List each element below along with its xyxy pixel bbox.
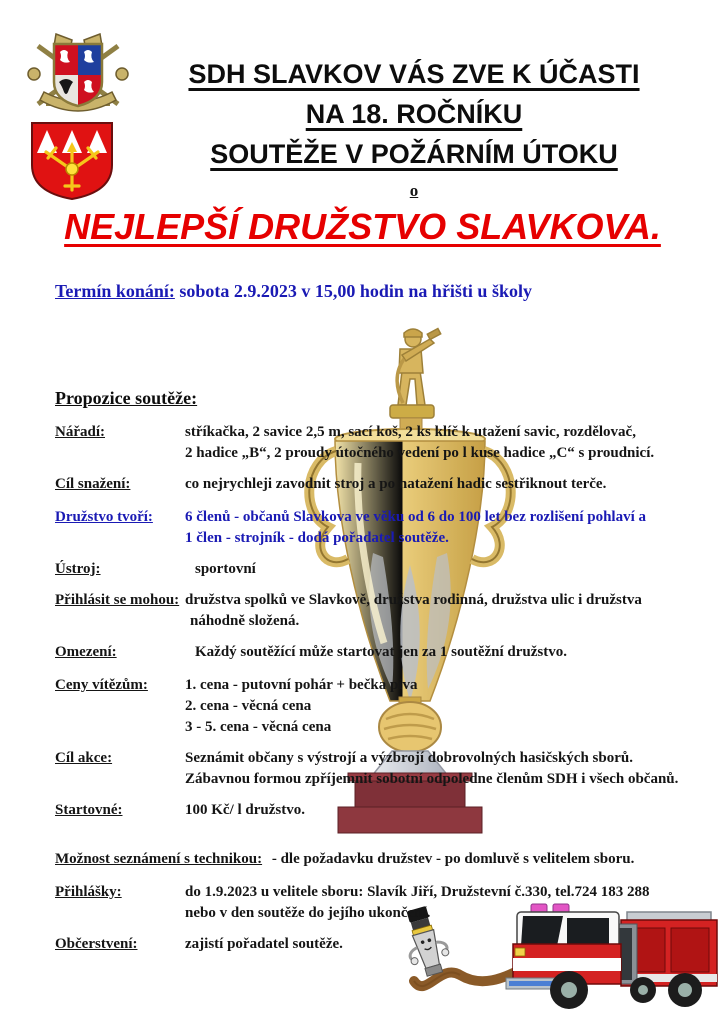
prop-item-moznost-seznameni: Možnost seznámení s technikou: - dle požadavku družstev - po domluvě s velitelem sboru. <box>55 851 635 867</box>
firefighter-figurine <box>390 329 441 418</box>
prop-item-obcerstveni: Občerstvení: zajistí pořadatel soutěže. <box>55 936 343 952</box>
prop-item-ustroj: Ústroj: sportovní <box>55 561 256 577</box>
prop-item-naradi: Nářadí: stříkačka, 2 savice 2,5 m, sací koš, 2 ks klíč k utažení savic, rozdělovač, 2 hadice „B“, 2 proudy útočného vedení po l kuse hadice „C“ s proudnicí. <box>55 424 655 461</box>
fire-brigade-emblem-icon <box>26 30 130 118</box>
prop-item-omezeni: Omezení: Každý soutěžící může startovat jen za 1 soutěžní družstvo. <box>55 644 568 660</box>
invitation-title <box>128 54 700 174</box>
prop-item-prihlasky: Přihlášky: do 1.9.2023 u velitele sboru: Slavík Jiří, Družstevní č.330, tel.724 183 288 nebo v den soutěže do jejího ukončení. <box>55 884 650 921</box>
event-date-label: Termín konání: <box>55 281 175 301</box>
prop-item-druzstvo-tvori: Družstvo tvoří: 6 členů - občanů Slavkova ve věku od 6 do 100 let bez rozlišení pohlaví a 1 člen - strojník - dodá pořadatel soutěže. <box>55 509 647 546</box>
propositions-heading: Propozice soutěže: <box>55 388 198 408</box>
title-line-3: SOUTĚŽE V POŽÁRNÍM ÚTOKU <box>210 139 618 169</box>
title-line-2: NA 18. ROČNÍKU <box>305 99 523 129</box>
prop-item-ceny-vitezum: Ceny vítězům: 1. cena - putovní pohár + bečka piva 2. cena - věcná cena 3 - 5. cena - věcná cena <box>55 677 418 735</box>
event-date-line <box>55 281 695 302</box>
prop-item-prihlasit-se-mohou: Přihlásit se mohou: družstva spolků ve Slavkově, družstva rodinná, družstva ulic i družstva náhodně složená. <box>55 592 642 629</box>
prop-item-startovne: Startovné: 100 Kč/ l družstvo. <box>55 802 305 818</box>
main-title: NEJLEPŠÍ DRUŽSTVO SLAVKOVA. <box>64 206 661 247</box>
event-date-value: sobota 2.9.2023 v 15,00 hodin na hřišti u školy <box>179 281 532 301</box>
propositions-list <box>55 422 703 965</box>
title-line-1: SDH SLAVKOV VÁS ZVE K ÚČASTI <box>188 59 640 89</box>
slavkov-coat-of-arms-icon <box>26 118 118 204</box>
connector-word: o <box>409 181 419 200</box>
prop-item-cil-snazeni: Cíl snažení: co nejrychleji zavodnit stroj a po natažení hadic sestřiknout terče. <box>55 476 607 492</box>
prop-item-cil-akce: Cíl akce: Seznámit občany s výstrojí a výzbrojí dobrovolných hasičských sborů. Zábavnou formou zpříjemnit sobotní odpoledne členům SDH i všech občanů. <box>55 750 679 787</box>
